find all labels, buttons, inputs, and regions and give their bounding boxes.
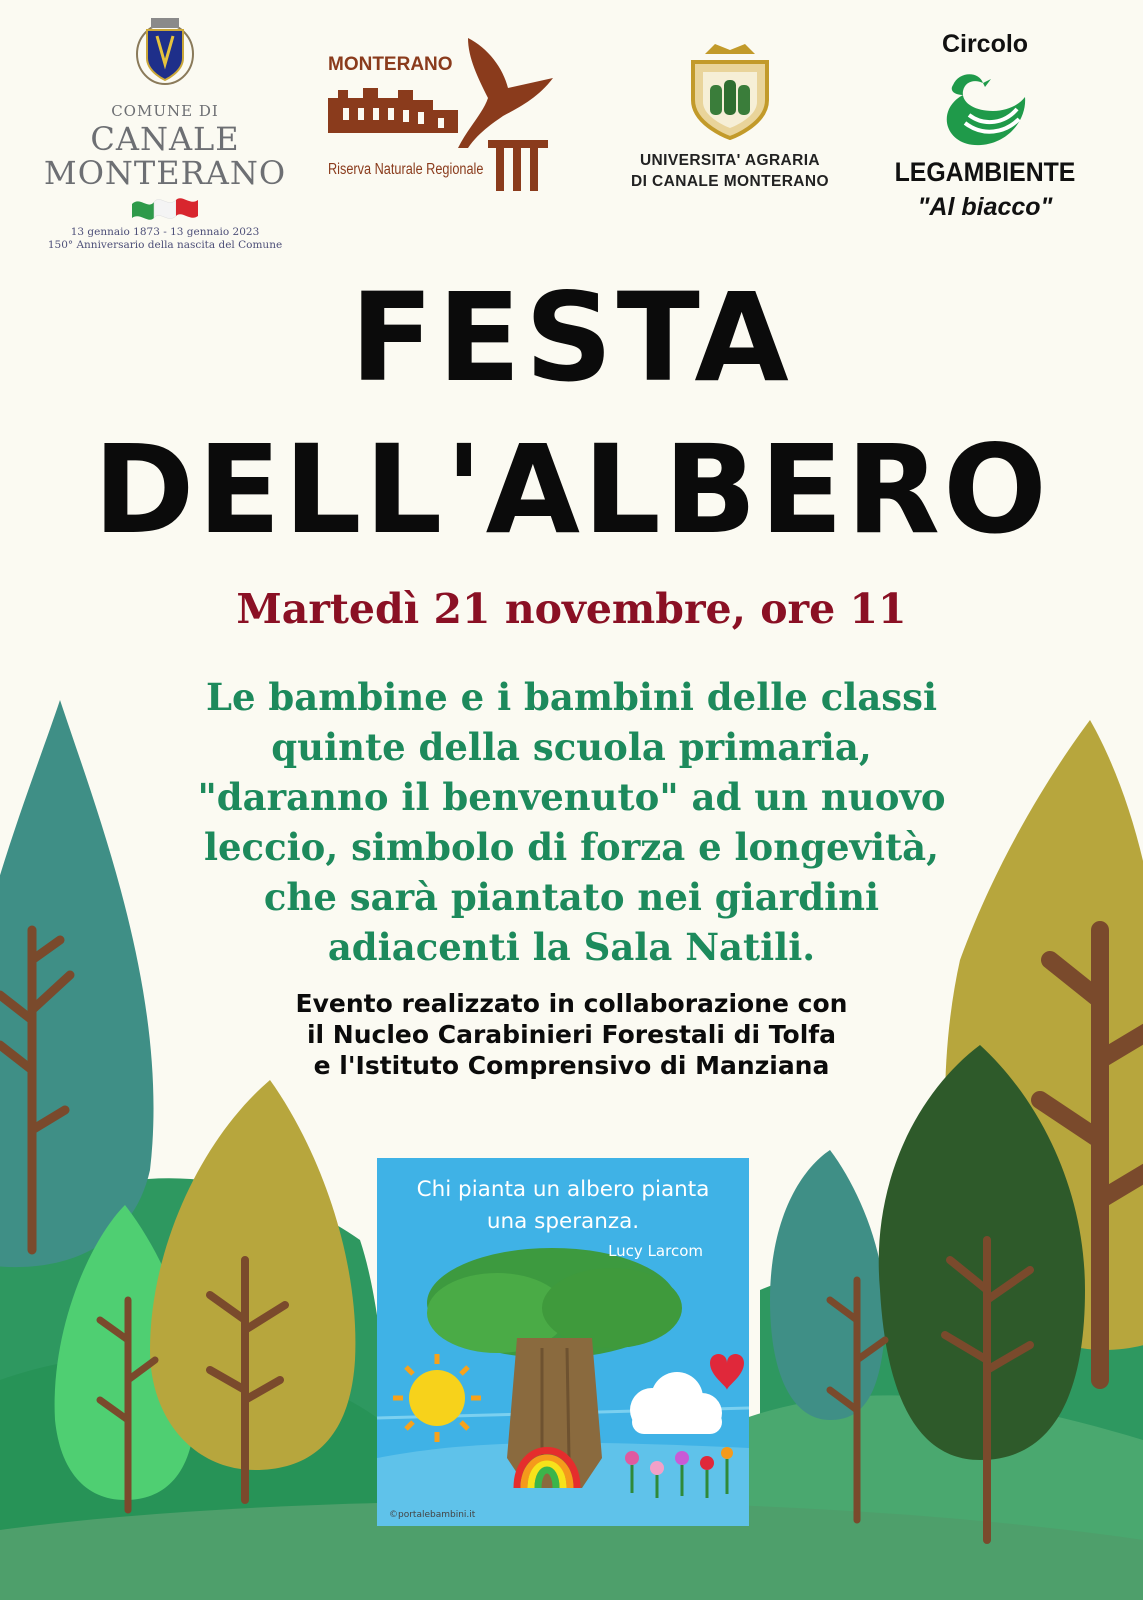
agraria-crest-icon: [685, 40, 775, 140]
description-line: leccio, simbolo di forza e longevità,: [203, 825, 940, 869]
agraria-line1: UNIVERSITA' AGRARIA: [639, 152, 821, 169]
universita-agraria-logo: [600, 35, 860, 205]
comune-small-label: COMUNE DI: [111, 102, 219, 120]
agraria-line2: DI CANALE MONTERANO: [631, 173, 829, 190]
page-title-line2: DELL'ALBERO: [93, 419, 1050, 561]
monterano-reserve-logo: [318, 28, 568, 203]
comune-logo: [20, 10, 310, 260]
event-date: Martedì 21 novembre, ore 11: [236, 585, 907, 633]
description-line: Le bambine e i bambini delle classi: [205, 675, 938, 719]
collaboration-line: Evento realizzato in collaborazione con: [295, 989, 848, 1018]
description-line: adiacenti la Sala Natili.: [327, 925, 816, 969]
page-title-line1: FESTA: [350, 267, 793, 409]
legambiente-branch: "Al biacco": [917, 193, 1053, 221]
card-credit: ©portalebambini.it: [389, 1510, 476, 1520]
description-line: che sarà piantato nei giardini: [263, 875, 880, 919]
quote-text: [377, 1174, 749, 1238]
comune-name-line1: CANALE: [90, 120, 240, 158]
quote-card: [377, 1158, 749, 1526]
agraria-name: [600, 150, 860, 192]
legambiente-circolo: Circolo: [941, 30, 1029, 58]
description-line: quinte della scuola primaria,: [271, 725, 872, 769]
collaboration-line: e l'Istituto Comprensivo di Manziana: [313, 1051, 830, 1080]
legambiente-name: LEGAMBIENTE: [894, 157, 1076, 187]
comune-anniversary-line: 150° Anniversario della nascita del Comune: [47, 239, 283, 251]
tree-teal-left: [0, 700, 154, 1267]
monterano-title: MONTERANO: [328, 54, 453, 75]
comune-date-line: 13 gennaio 1873 - 13 gennaio 2023: [70, 226, 260, 238]
monterano-subtitle: Riserva Naturale Regionale: [328, 161, 484, 178]
event-description: [150, 672, 993, 972]
collaboration-note: [150, 988, 993, 1081]
tree-teal-right: [770, 1150, 886, 1420]
quote-line: una speranza.: [486, 1209, 640, 1234]
collaboration-line: il Nucleo Carabinieri Forestali di Tolfa: [306, 1020, 837, 1049]
swan-icon: [935, 65, 1035, 155]
description-line: "daranno il benvenuto" ad un nuovo: [197, 775, 946, 819]
comune-crest-icon: [135, 14, 195, 86]
italian-flag-icon: [130, 194, 200, 222]
quote-author: Lucy Larcom: [608, 1242, 703, 1260]
quote-line: Chi pianta un albero pianta: [416, 1177, 710, 1202]
legambiente-logo: [870, 25, 1100, 235]
sun-icon: [409, 1370, 465, 1426]
comune-name-line2: MONTERANO: [43, 154, 287, 192]
